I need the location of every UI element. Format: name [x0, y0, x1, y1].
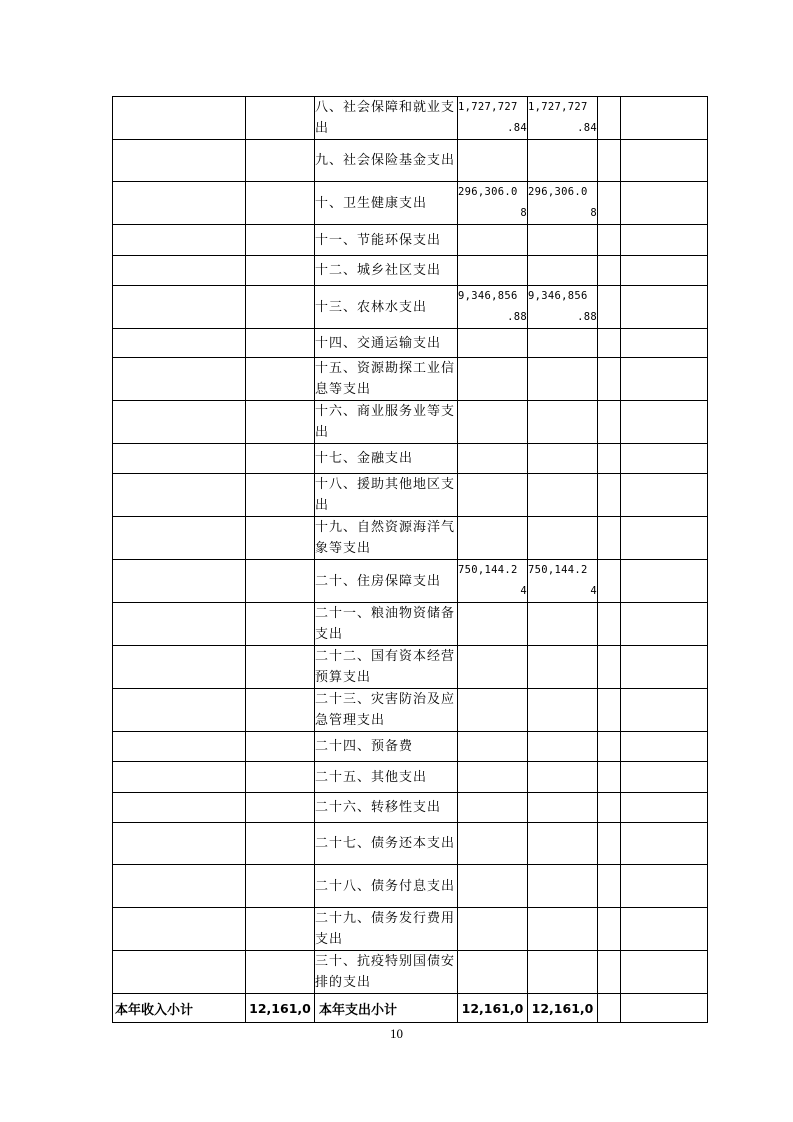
income-item-cell	[113, 908, 246, 951]
general-budget-amount-cell	[528, 97, 598, 140]
table-row	[113, 329, 708, 358]
empty-cell	[621, 994, 708, 1023]
expense-amount-cell	[458, 329, 528, 358]
empty-cell	[598, 517, 621, 560]
income-amount-cell	[246, 358, 315, 401]
table-row	[113, 358, 708, 401]
table-row	[113, 225, 708, 256]
expense-item-label: 二十四、预备费	[315, 732, 458, 762]
expense-amount-cell	[458, 865, 528, 908]
general-budget-amount-cell	[528, 182, 598, 225]
expense-amount-cell	[458, 140, 528, 182]
income-amount-cell	[246, 286, 315, 329]
empty-cell	[598, 732, 621, 762]
empty-cell	[621, 517, 708, 560]
empty-cell	[598, 689, 621, 732]
income-item-cell	[113, 865, 246, 908]
expense-item-label: 十七、金融支出	[315, 444, 458, 474]
income-amount-cell	[246, 762, 315, 793]
expense-amount-cell	[458, 560, 528, 603]
table-row	[113, 689, 708, 732]
table-row	[113, 951, 708, 994]
empty-cell	[598, 823, 621, 865]
empty-cell	[598, 994, 621, 1023]
expense-item-label: 九、社会保险基金支出	[315, 140, 458, 182]
empty-cell	[598, 401, 621, 444]
table-row	[113, 286, 708, 329]
general-budget-amount-cell	[528, 286, 598, 329]
table-row	[113, 256, 708, 286]
table-row	[113, 444, 708, 474]
income-item-cell	[113, 603, 246, 646]
income-amount-cell	[246, 732, 315, 762]
table-row	[113, 140, 708, 182]
general-budget-amount-cell	[528, 444, 598, 474]
income-amount-cell	[246, 401, 315, 444]
income-item-cell	[113, 732, 246, 762]
income-amount-cell	[246, 329, 315, 358]
table-row	[113, 793, 708, 823]
expense-amount-cell	[458, 225, 528, 256]
table-row	[113, 517, 708, 560]
expense-item-label: 十六、商业服务业等支出	[315, 401, 458, 444]
total-row	[113, 994, 708, 1023]
empty-cell	[621, 689, 708, 732]
expense-subtotal-value-1: 12,161,0	[458, 994, 528, 1023]
expense-amount-cell	[458, 951, 528, 994]
expense-item-label: 十四、交通运输支出	[315, 329, 458, 358]
income-amount-cell	[246, 182, 315, 225]
general-budget-amount-cell	[528, 951, 598, 994]
general-budget-amount-cell	[528, 517, 598, 560]
empty-cell	[598, 865, 621, 908]
expense-item-label: 十九、自然资源海洋气象等支出	[315, 517, 458, 560]
income-item-cell	[113, 182, 246, 225]
expense-item-label: 十五、资源勘探工业信息等支出	[315, 358, 458, 401]
total-section	[113, 994, 708, 1023]
expense-item-label: 八、社会保障和就业支出	[315, 97, 458, 140]
expense-amount-cell	[458, 286, 528, 329]
income-item-cell	[113, 286, 246, 329]
empty-cell	[598, 474, 621, 517]
empty-cell	[598, 286, 621, 329]
amount-text-line: .84	[507, 122, 527, 134]
empty-cell	[621, 444, 708, 474]
income-amount-cell	[246, 97, 315, 140]
expense-item-label: 二十五、其他支出	[315, 762, 458, 793]
amount-text-line: 8	[520, 207, 527, 219]
empty-cell	[598, 951, 621, 994]
empty-cell	[598, 225, 621, 256]
general-budget-amount-cell	[528, 560, 598, 603]
expense-item-label: 十八、援助其他地区支出	[315, 474, 458, 517]
amount-text-line: 296,306.0	[528, 186, 588, 198]
income-item-cell	[113, 689, 246, 732]
income-item-cell	[113, 225, 246, 256]
empty-cell	[621, 560, 708, 603]
empty-cell	[598, 358, 621, 401]
general-budget-amount-cell	[528, 762, 598, 793]
empty-cell	[621, 97, 708, 140]
amount-text-line: 4	[590, 585, 597, 597]
income-amount-cell	[246, 225, 315, 256]
expense-amount-cell	[458, 97, 528, 140]
table-row	[113, 560, 708, 603]
income-item-cell	[113, 951, 246, 994]
expense-subtotal-label: 本年支出小计	[315, 994, 458, 1023]
expense-amount-cell	[458, 517, 528, 560]
income-amount-cell	[246, 689, 315, 732]
table-row	[113, 97, 708, 140]
general-budget-amount-cell	[528, 401, 598, 444]
expense-item-label: 二十七、债务还本支出	[315, 823, 458, 865]
general-budget-amount-cell	[528, 793, 598, 823]
income-item-cell	[113, 329, 246, 358]
expense-amount-cell	[458, 256, 528, 286]
table-row	[113, 865, 708, 908]
income-item-cell	[113, 762, 246, 793]
expense-subtotal-value-2: 12,161,0	[528, 994, 598, 1023]
expense-item-label: 二十九、债务发行费用支出	[315, 908, 458, 951]
empty-cell	[621, 329, 708, 358]
income-amount-cell	[246, 140, 315, 182]
income-amount-cell	[246, 951, 315, 994]
amount-text-line: .88	[577, 311, 597, 323]
empty-cell	[598, 793, 621, 823]
income-amount-cell	[246, 444, 315, 474]
expense-amount-cell	[458, 182, 528, 225]
general-budget-amount-cell	[528, 358, 598, 401]
expense-amount-cell	[458, 762, 528, 793]
general-budget-amount-cell	[528, 689, 598, 732]
amount-text-line: 1,727,727	[528, 101, 588, 113]
income-item-cell	[113, 517, 246, 560]
table-body	[113, 97, 708, 994]
expense-amount-cell	[458, 732, 528, 762]
expense-amount-cell	[458, 793, 528, 823]
income-item-cell	[113, 444, 246, 474]
expense-amount-cell	[458, 474, 528, 517]
amount-text-line: 9,346,856	[528, 290, 588, 302]
general-budget-amount-cell	[528, 603, 598, 646]
empty-cell	[621, 225, 708, 256]
income-item-cell	[113, 474, 246, 517]
expense-amount-cell	[458, 908, 528, 951]
table-row	[113, 908, 708, 951]
income-amount-cell	[246, 517, 315, 560]
amount-text-line: 750,144.2	[458, 564, 518, 576]
general-budget-amount-cell	[528, 256, 598, 286]
empty-cell	[598, 97, 621, 140]
empty-cell	[598, 329, 621, 358]
amount-text-line: 4	[520, 585, 527, 597]
empty-cell	[598, 603, 621, 646]
budget-table-container	[112, 96, 708, 1023]
amount-text-line: 9,346,856	[458, 290, 518, 302]
empty-cell	[621, 256, 708, 286]
expense-item-label: 二十六、转移性支出	[315, 793, 458, 823]
empty-cell	[598, 444, 621, 474]
expense-item-label: 二十、住房保障支出	[315, 560, 458, 603]
empty-cell	[598, 560, 621, 603]
amount-text-line: 296,306.0	[458, 186, 518, 198]
income-item-cell	[113, 256, 246, 286]
income-amount-cell	[246, 793, 315, 823]
general-budget-amount-cell	[528, 732, 598, 762]
income-item-cell	[113, 646, 246, 689]
table-row	[113, 401, 708, 444]
budget-table	[112, 96, 708, 1023]
empty-cell	[621, 732, 708, 762]
income-item-cell	[113, 560, 246, 603]
empty-cell	[621, 793, 708, 823]
income-amount-cell	[246, 474, 315, 517]
empty-cell	[621, 908, 708, 951]
expense-amount-cell	[458, 603, 528, 646]
income-amount-cell	[246, 823, 315, 865]
income-subtotal-value: 12,161,0	[246, 994, 315, 1023]
empty-cell	[621, 401, 708, 444]
empty-cell	[621, 951, 708, 994]
empty-cell	[621, 823, 708, 865]
expense-item-label: 十三、农林水支出	[315, 286, 458, 329]
income-item-cell	[113, 823, 246, 865]
empty-cell	[598, 762, 621, 793]
empty-cell	[598, 140, 621, 182]
empty-cell	[621, 474, 708, 517]
general-budget-amount-cell	[528, 140, 598, 182]
empty-cell	[598, 908, 621, 951]
amount-text-line: .88	[507, 311, 527, 323]
table-row	[113, 646, 708, 689]
income-item-cell	[113, 140, 246, 182]
income-amount-cell	[246, 560, 315, 603]
general-budget-amount-cell	[528, 225, 598, 256]
general-budget-amount-cell	[528, 908, 598, 951]
empty-cell	[598, 646, 621, 689]
expense-item-label: 二十二、国有资本经营预算支出	[315, 646, 458, 689]
expense-item-label: 三十、抗疫特别国债安排的支出	[315, 951, 458, 994]
expense-amount-cell	[458, 444, 528, 474]
table-row	[113, 823, 708, 865]
table-row	[113, 603, 708, 646]
empty-cell	[598, 256, 621, 286]
empty-cell	[621, 865, 708, 908]
expense-item-label: 二十一、粮油物资储备支出	[315, 603, 458, 646]
income-item-cell	[113, 358, 246, 401]
general-budget-amount-cell	[528, 646, 598, 689]
amount-text-line: .84	[577, 122, 597, 134]
expense-amount-cell	[458, 823, 528, 865]
empty-cell	[621, 182, 708, 225]
table-row	[113, 474, 708, 517]
empty-cell	[621, 762, 708, 793]
income-item-cell	[113, 793, 246, 823]
expense-amount-cell	[458, 646, 528, 689]
table-row	[113, 732, 708, 762]
amount-text-line: 8	[590, 207, 597, 219]
amount-text-line: 1,727,727	[458, 101, 518, 113]
table-row	[113, 182, 708, 225]
income-amount-cell	[246, 865, 315, 908]
general-budget-amount-cell	[528, 865, 598, 908]
empty-cell	[598, 182, 621, 225]
income-amount-cell	[246, 603, 315, 646]
expense-amount-cell	[458, 689, 528, 732]
empty-cell	[621, 358, 708, 401]
empty-cell	[621, 140, 708, 182]
expense-item-label: 十二、城乡社区支出	[315, 256, 458, 286]
income-amount-cell	[246, 908, 315, 951]
empty-cell	[621, 646, 708, 689]
income-amount-cell	[246, 646, 315, 689]
page-number: 10	[390, 1026, 403, 1041]
income-item-cell	[113, 97, 246, 140]
expense-item-label: 二十八、债务付息支出	[315, 865, 458, 908]
empty-cell	[621, 286, 708, 329]
income-item-cell	[113, 401, 246, 444]
income-subtotal-label: 本年收入小计	[113, 994, 246, 1023]
expense-amount-cell	[458, 358, 528, 401]
expense-amount-cell	[458, 401, 528, 444]
expense-item-label: 十一、节能环保支出	[315, 225, 458, 256]
amount-text-line: 750,144.2	[528, 564, 588, 576]
general-budget-amount-cell	[528, 823, 598, 865]
general-budget-amount-cell	[528, 474, 598, 517]
income-amount-cell	[246, 256, 315, 286]
table-row	[113, 762, 708, 793]
general-budget-amount-cell	[528, 329, 598, 358]
empty-cell	[621, 603, 708, 646]
expense-item-label: 二十三、灾害防治及应急管理支出	[315, 689, 458, 732]
expense-item-label: 十、卫生健康支出	[315, 182, 458, 225]
